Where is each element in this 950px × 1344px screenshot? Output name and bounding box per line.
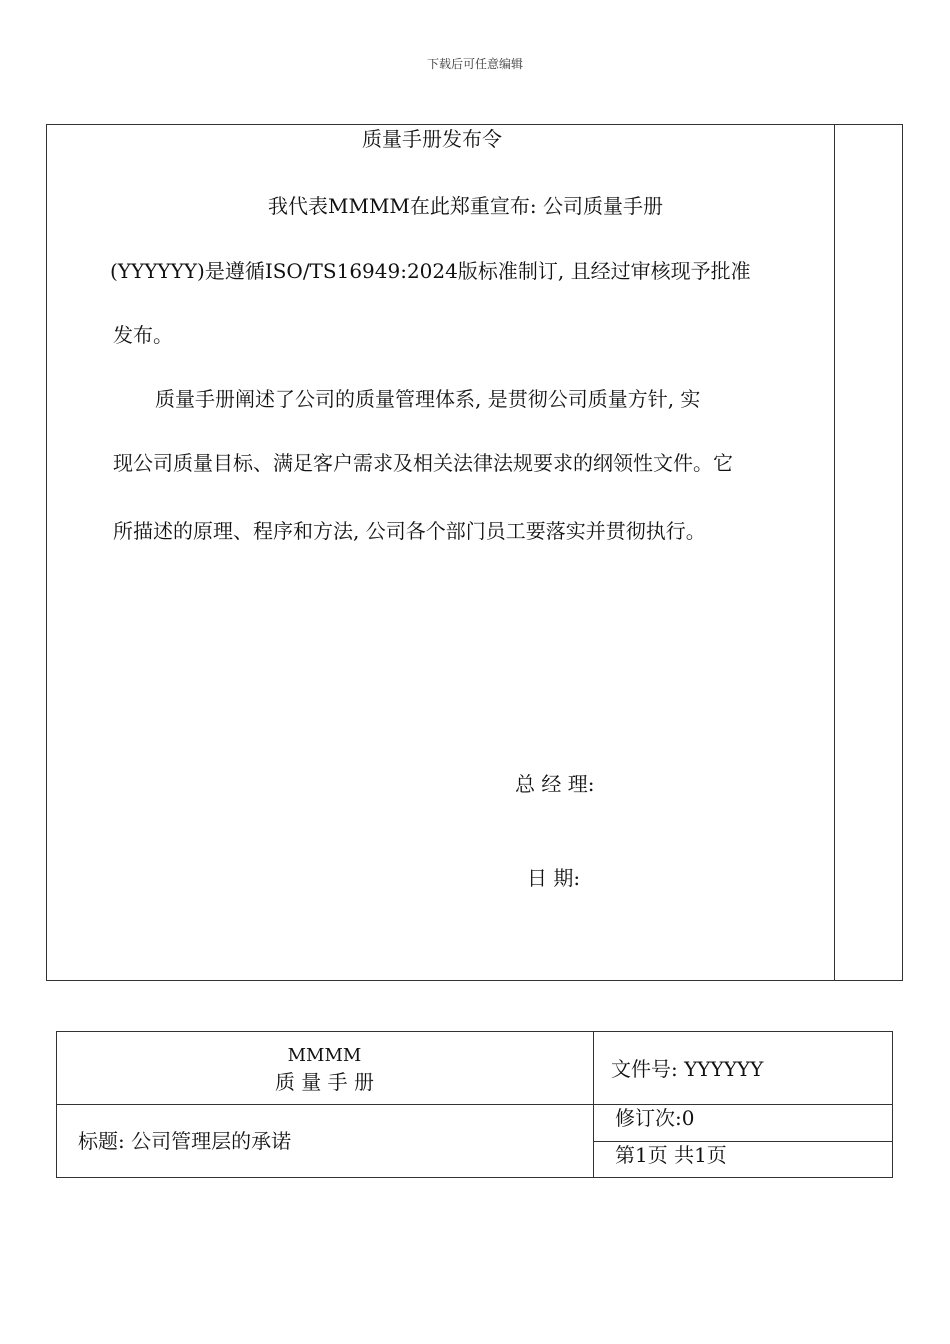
footer-right-row-divider — [593, 1141, 893, 1142]
footer-manual-name: 质 量 手 册 — [274, 1070, 375, 1094]
footer-row-divider — [56, 1104, 893, 1105]
paragraph-2-line-2: 现公司质量目标、满足客户需求及相关法律法规要求的纲领性文件。它 — [113, 451, 733, 475]
footer-revision: 修订次:0 — [615, 1106, 695, 1130]
date-label: 日 期: — [527, 866, 581, 890]
footer-page-info: 第1页 共1页 — [615, 1143, 727, 1167]
header-note: 下载后可任意编辑 — [426, 57, 523, 71]
paragraph-1-line-3: 发布。 — [113, 323, 173, 347]
paragraph-1-line-1: 我代表MMMM在此郑重宣布: 公司质量手册 — [268, 194, 664, 218]
paragraph-2-line-3: 所描述的原理、程序和方法, 公司各个部门员工要落实并贯彻执行。 — [113, 519, 706, 543]
release-order-box — [46, 124, 903, 981]
paragraph-1-line-2: (YYYYYY)是遵循ISO/TS16949:2024版标准制订, 且经过审核现予批准 — [110, 259, 751, 283]
footer-document-number: 文件号: YYYYYY — [611, 1057, 764, 1081]
document-title: 质量手册发布令 — [362, 127, 502, 151]
footer-company: MMMM — [287, 1045, 362, 1066]
side-column-divider — [834, 124, 835, 981]
paragraph-2-line-1: 质量手册阐述了公司的质量管理体系, 是贯彻公司质量方针, 实 — [155, 387, 701, 411]
footer-title: 标题: 公司管理层的承诺 — [78, 1129, 292, 1153]
general-manager-label: 总 经 理: — [515, 772, 595, 796]
